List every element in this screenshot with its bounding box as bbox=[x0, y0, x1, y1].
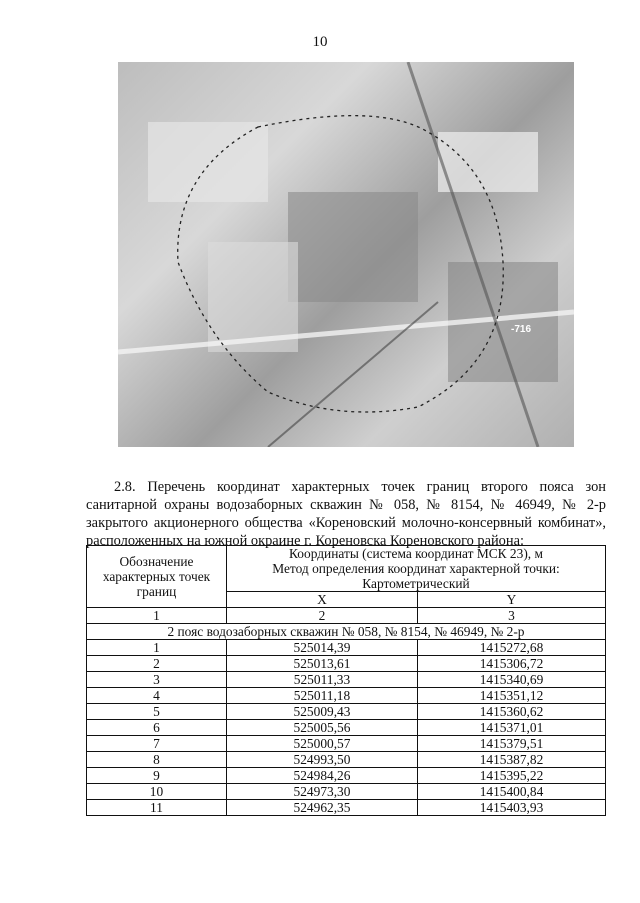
cell-point: 1 bbox=[87, 640, 227, 656]
cell-point: 5 bbox=[87, 704, 227, 720]
cell-x: 525013,61 bbox=[227, 656, 418, 672]
table-row bbox=[87, 800, 606, 816]
cell-point: 10 bbox=[87, 784, 227, 800]
cell-y: 1415395,22 bbox=[418, 768, 606, 784]
cell-x: 524993,50 bbox=[227, 752, 418, 768]
map-label: -716 bbox=[511, 324, 532, 335]
table-row bbox=[87, 768, 606, 784]
cell-y: 1415371,01 bbox=[418, 720, 606, 736]
header-y: Y bbox=[418, 592, 606, 608]
cell-y: 1415387,82 bbox=[418, 752, 606, 768]
cell-point: 11 bbox=[87, 800, 227, 816]
header-coordinates bbox=[227, 546, 606, 592]
table-row bbox=[87, 656, 606, 672]
cell-point: 7 bbox=[87, 736, 227, 752]
table-row bbox=[87, 672, 606, 688]
table-column-numbers bbox=[87, 608, 606, 624]
cell-point: 6 bbox=[87, 720, 227, 736]
header-point-designation: Обозначение характерных точек границ bbox=[87, 546, 227, 608]
cell-y: 1415360,62 bbox=[418, 704, 606, 720]
cell-x: 524984,26 bbox=[227, 768, 418, 784]
table-row bbox=[87, 736, 606, 752]
cell-y: 1415379,51 bbox=[418, 736, 606, 752]
cell-x: 525011,33 bbox=[227, 672, 418, 688]
cell-x: 525000,57 bbox=[227, 736, 418, 752]
table-row bbox=[87, 704, 606, 720]
cell-y: 1415272,68 bbox=[418, 640, 606, 656]
cell-point: 9 bbox=[87, 768, 227, 784]
table-header-row bbox=[87, 546, 606, 592]
cell-y: 1415306,72 bbox=[418, 656, 606, 672]
header-method-value: Картометрический bbox=[362, 576, 470, 591]
cell-x: 525005,56 bbox=[227, 720, 418, 736]
cell-y: 1415400,84 bbox=[418, 784, 606, 800]
coordinates-table bbox=[86, 545, 606, 816]
cell-x: 524973,30 bbox=[227, 784, 418, 800]
cell-x: 525009,43 bbox=[227, 704, 418, 720]
intro-paragraph: 2.8. Перечень координат характерных точек границ второго пояса зон санитарной охраны водозаборных скважин № 058, № 8154, № 46949, № 2-р закрытого акционерного общества «Кореновский молочно-консервный комбинат», расположенных на южной окраине г. Кореновска Кореновского района: bbox=[86, 479, 606, 550]
header-x: X bbox=[227, 592, 418, 608]
aerial-map bbox=[118, 62, 574, 447]
cell-point: 3 bbox=[87, 672, 227, 688]
section-title: 2 пояс водозаборных скважин № 058, № 8154, № 46949, № 2-р bbox=[87, 624, 606, 640]
col-number-3: 3 bbox=[418, 608, 606, 624]
header-coords-system: Координаты (система координат МСК 23), м bbox=[289, 546, 543, 561]
cell-x: 524962,35 bbox=[227, 800, 418, 816]
col-number-2: 2 bbox=[227, 608, 418, 624]
cell-point: 8 bbox=[87, 752, 227, 768]
table-row bbox=[87, 720, 606, 736]
cell-x: 525011,18 bbox=[227, 688, 418, 704]
table-row bbox=[87, 688, 606, 704]
header-method: Метод определения координат характерной точки: bbox=[272, 561, 560, 576]
cell-y: 1415340,69 bbox=[418, 672, 606, 688]
table-row bbox=[87, 784, 606, 800]
table-row bbox=[87, 640, 606, 656]
map-overlay bbox=[118, 62, 574, 447]
cell-point: 2 bbox=[87, 656, 227, 672]
page-number: 10 bbox=[312, 34, 328, 50]
cell-point: 4 bbox=[87, 688, 227, 704]
cell-y: 1415403,93 bbox=[418, 800, 606, 816]
table-row bbox=[87, 752, 606, 768]
table-section-row bbox=[87, 624, 606, 640]
col-number-1: 1 bbox=[87, 608, 227, 624]
cell-x: 525014,39 bbox=[227, 640, 418, 656]
cell-y: 1415351,12 bbox=[418, 688, 606, 704]
